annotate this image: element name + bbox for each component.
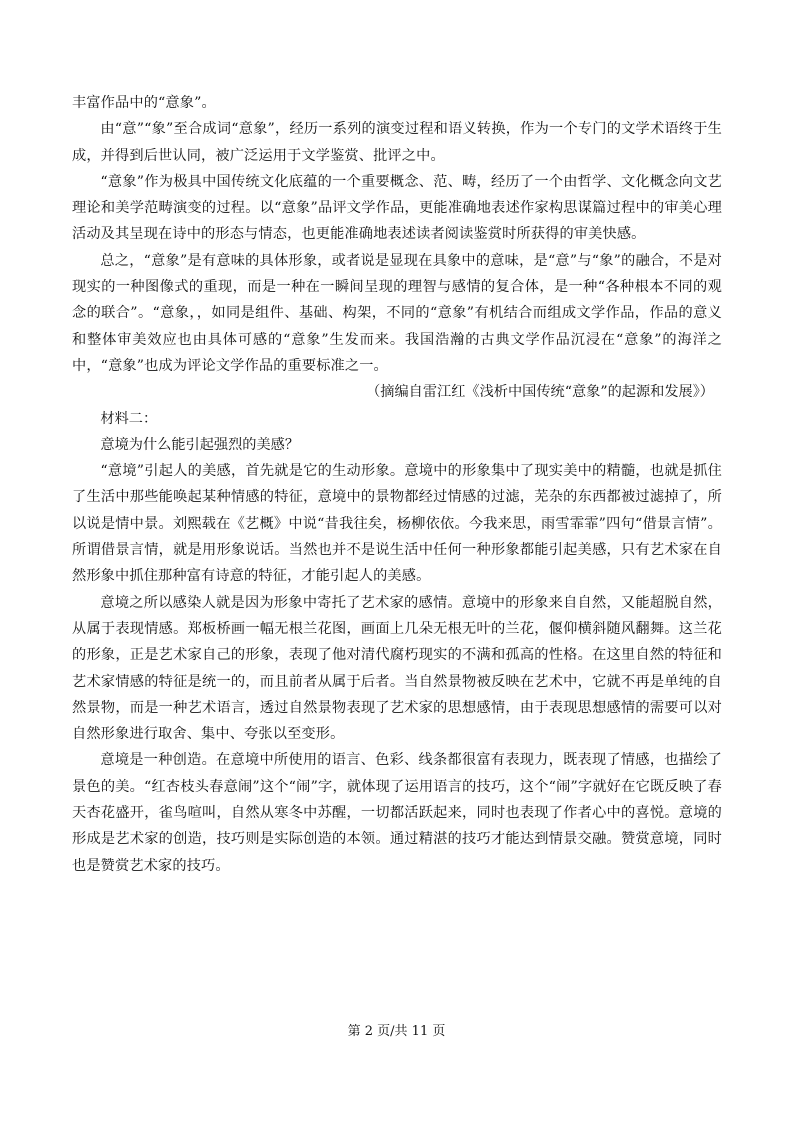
document-body xyxy=(72,90,722,879)
paragraph: 意境是一种创造。在意境中所使用的语言、色彩、线条都很富有表现力，既表现了情感，也描绘了景色的美。“红杏枝头春意闹”这个“闹”字，就体现了运用语言的技巧，这个“闹”字就好在它既反映了春天杏花盛开，雀鸟喧叫，自然从寒冬中苏醒，一切都活跃起来，同时也表现了作者心中的喜悦。意境的形成是艺术家的创造，技巧则是实际创造的本领。通过精湛的技巧才能达到情景交融。赞赏意境，同时也是赞赏艺术家的技巧。 xyxy=(72,752,722,874)
paragraph: 由“意”“象”至合成词“意象”，经历一系列的演变过程和语义转换，作为一个专门的文学术语终于生成，并得到后世认同，被广泛运用于文学鉴赏、批评之中。 xyxy=(72,121,722,164)
paragraph: 意境之所以感染人就是因为形象中寄托了艺术家的感情。意境中的形象来自自然，又能超脱自然，从属于表现情感。郑板桥画一幅无根兰花图，画面上几朵无根无叶的兰花，偃仰横斜随风翻舞。这兰花的形象，正是艺术家自己的形象，表现了他对清代腐朽现实的不满和孤高的性格。在这里自然的特征和艺术家情感的特征是统一的，而且前者从属于后者。当自然景物被反映在艺术中，它就不再是单纯的自然景物，而是一种艺术语言，透过自然景物表现了艺术家的思想感情，由于表现思想感情的需要可以对自然形象进行取舍、集中、夸张以至变形。 xyxy=(72,594,722,743)
material-label: 材料二： xyxy=(100,410,158,427)
paragraph: “意象”作为极具中国传统文化底蕴的一个重要概念、范、畴，经历了一个由哲学、文化概念向文艺理论和美学范畴演变的过程。以“意象”品评文学作品，更能准确地表述作家构思谋篇过程中的审美心理活动及其呈现在诗中的形态与情态，也更能准确地表述读者阅读鉴赏时所获得的审美快感。 xyxy=(72,173,722,243)
section-question: 意境为什么能引起强烈的美感？ xyxy=(100,436,300,453)
paragraph-continuation: 丰富作品中的“意象”。 xyxy=(72,95,216,111)
paragraph: 总之，“意象”是有意味的具体形象，或者说是显现在具象中的意味，是“意”与“象”的融合，不是对现实的一种图像式的重现，而是一种在一瞬间呈现的理智与感情的复合体，是一种“各种根本不同的观念的联合”。“意象，，如同是组件、基础、构架，不同的“意象”有机结合而组成文学作品，作品的意义和整体审美效应也由具体可感的“意象”生发而来。我国浩瀚的古典文学作品沉浸在“意象”的海洋之中，“意象”也成为评论文学作品的重要标准之一。 xyxy=(72,252,722,374)
page-number: 第 2 页/共 11 页 xyxy=(347,1024,446,1039)
paragraph: “意境”引起人的美感，首先就是它的生动形象。意境中的形象集中了现实美中的精髓，也就是抓住了生活中那些能唤起某种情感的特征，意境中的景物都经过情感的过滤，芜杂的东西都被过滤掉了，所以说是情中景。刘熙载在《艺概》中说“昔我往矣，杨柳依依。今我来思，雨雪霏霏”四句“借景言情”。所谓借景言情，就是用形象说话。当然也并不是说生活中任何一种形象都能引起美感，只有艺术家在自然形象中抓住那种富有诗意的特征，才能引起人的美感。 xyxy=(72,463,722,585)
source-citation: （摘编自雷江红《浅析中国传统“意象”的起源和发展》） xyxy=(366,384,714,401)
